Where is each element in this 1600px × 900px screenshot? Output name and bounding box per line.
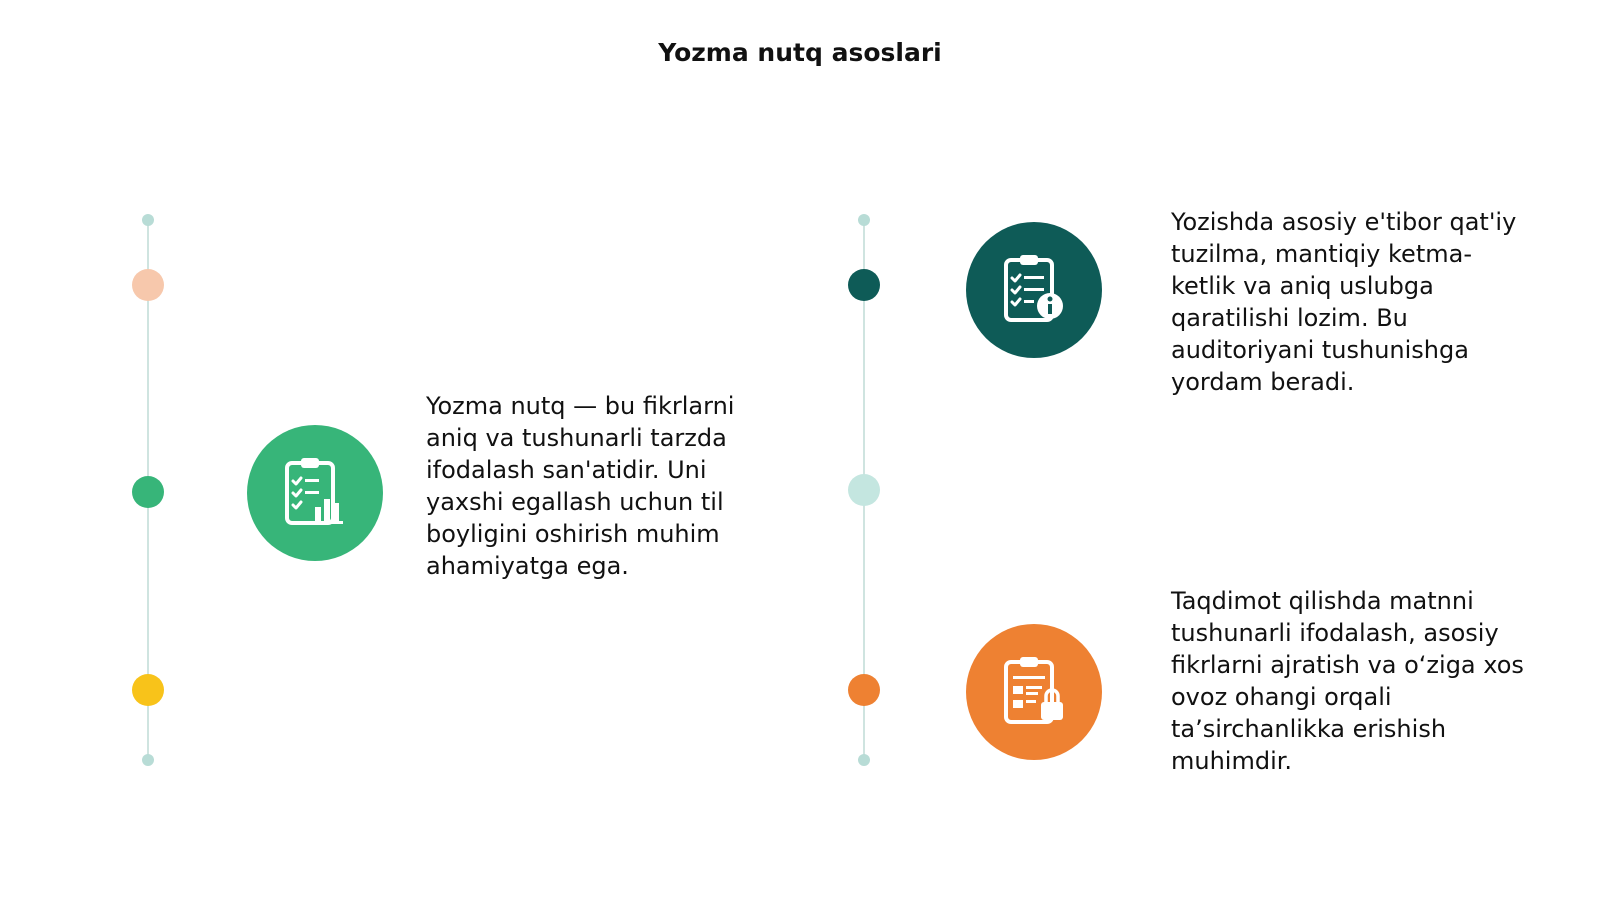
timeline-marker-3 xyxy=(848,674,880,706)
timeline-start-dot xyxy=(858,214,870,226)
step-description-1: Yozma nutq — bu fikrlarni aniq va tushunarli tarzda ifodalash san'atidir. Uni yaxshi egallash uchun til boyligini oshirish muhim ahamiyatga ega. xyxy=(426,392,735,580)
step-icon-badge xyxy=(966,624,1102,760)
timeline-marker-1 xyxy=(132,269,164,301)
right-timeline xyxy=(854,214,874,766)
timeline-marker-3 xyxy=(132,674,164,706)
timeline-end-dot xyxy=(142,754,154,766)
step-description-2: Yozishda asosiy e'tibor qat'iy tuzilma, mantiqiy ketma-ketlik va aniq uslubga qaratilishi lozim. Bu auditoriyani tushunishga yordam beradi. xyxy=(1171,208,1517,396)
timeline-marker-1 xyxy=(848,269,880,301)
clipboard-lock-icon xyxy=(994,652,1074,732)
step-icon-badge xyxy=(247,425,383,561)
clipboard-info-icon xyxy=(994,250,1074,330)
left-timeline xyxy=(138,214,158,766)
timeline-start-dot xyxy=(142,214,154,226)
page-title: Yozma nutq asoslari xyxy=(658,38,942,67)
timeline-marker-2 xyxy=(848,474,880,506)
timeline-end-dot xyxy=(858,754,870,766)
step-icon-badge xyxy=(966,222,1102,358)
timeline-marker-2 xyxy=(132,476,164,508)
clipboard-chart-icon xyxy=(275,453,355,533)
step-description-3: Taqdimot qilishda matnni tushunarli ifodalash, asosiy fikrlarni ajratish va o‘ziga xos ovoz ohangi orqali ta’sirchanlikka erishish muhimdir. xyxy=(1171,587,1524,775)
